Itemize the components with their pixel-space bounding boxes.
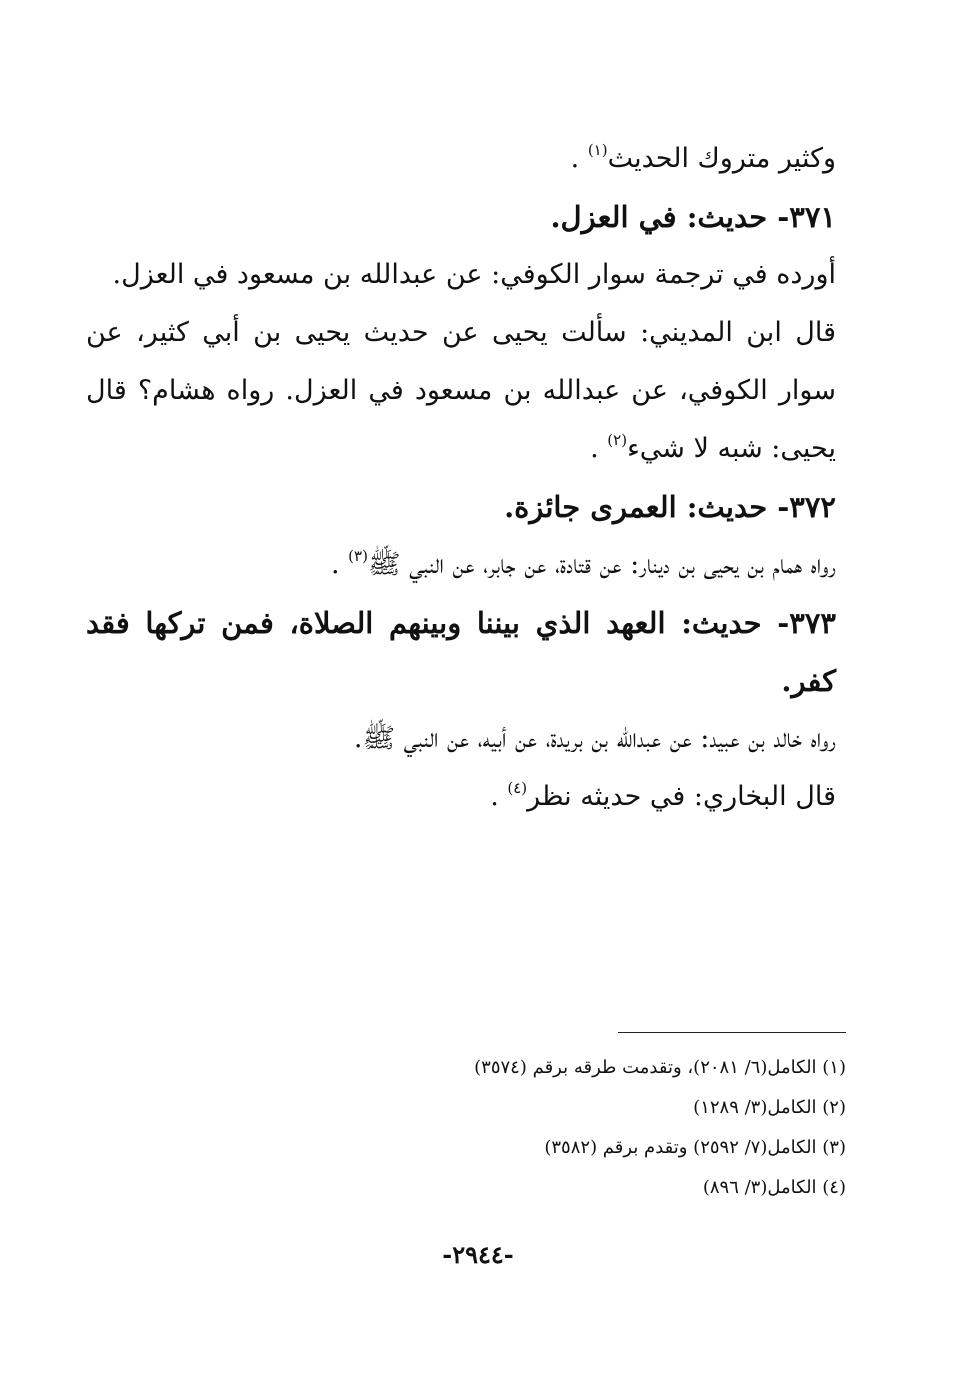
footnote-ref-4: (٤) [507,779,528,797]
paragraph-6: قال البخاري: في حديثه نظر$^{(٤)}$ . [490,779,836,812]
hadith-heading-372: ٣٧٢- حديث: العمرى جائزة. [504,490,836,524]
footnote-1: (١) الكامل(٦/ ٢٠٨١)، وتقدمت طرقه برقم (٣٥٧٤) [474,1057,846,1078]
footnote-3: (٣) الكامل(٧/ ٢٥٩٢) وتقدم برقم (٣٥٨٢) [544,1137,846,1158]
hadith-heading-373: ٣٧٣- حديث: العهد الذي بيننا وبينهم الصلاة، فمن تركها فقد كفر. [86,606,836,698]
footnote-ref-3: (٣) [348,547,368,565]
footnotes [326,1048,846,1208]
footnote-ref-1: (١) [587,141,608,159]
hadith-heading-371: ٣٧١- حديث: في العزل. [550,200,836,234]
footnote-4: (٤) الكامل(٣/ ٨٩٦) [702,1177,846,1198]
paragraph-4: رواه همام بن يحيى بن دينار: عن قتادة، عن جابر، عن النبي ﷺ$^{(٣)}$ . [330,547,836,580]
footnote-divider [618,1032,846,1033]
footnote-2: (٢) الكامل(٣/ ١٢٨٩) [693,1097,846,1118]
paragraph-5: رواه خالد بن عبيد: عن عبدالله بن بريدة، عن أبيه، عن النبي ﷺ. [353,723,836,754]
paragraph-2: أورده في ترجمة سوار الكوفي: عن عبدالله بن مسعود في العزل. [112,259,836,290]
paragraph-1: وكثير متروك الحديث$^{(١)}$ . [570,141,836,174]
page-number: -٢٩٤٤- [442,1240,514,1269]
footnote-ref-2: (٢) [607,431,628,449]
paragraph-3: قال ابن المديني: سألت يحيى عن حديث يحيى بن أبي كثير، عن سوار الكوفي، عن عبدالله بن مسعود في العزل. رواه هشام؟ قال يحيى: شبه لا شيء$^{(٢)}$ . [86,317,836,464]
main-text [86,130,836,826]
